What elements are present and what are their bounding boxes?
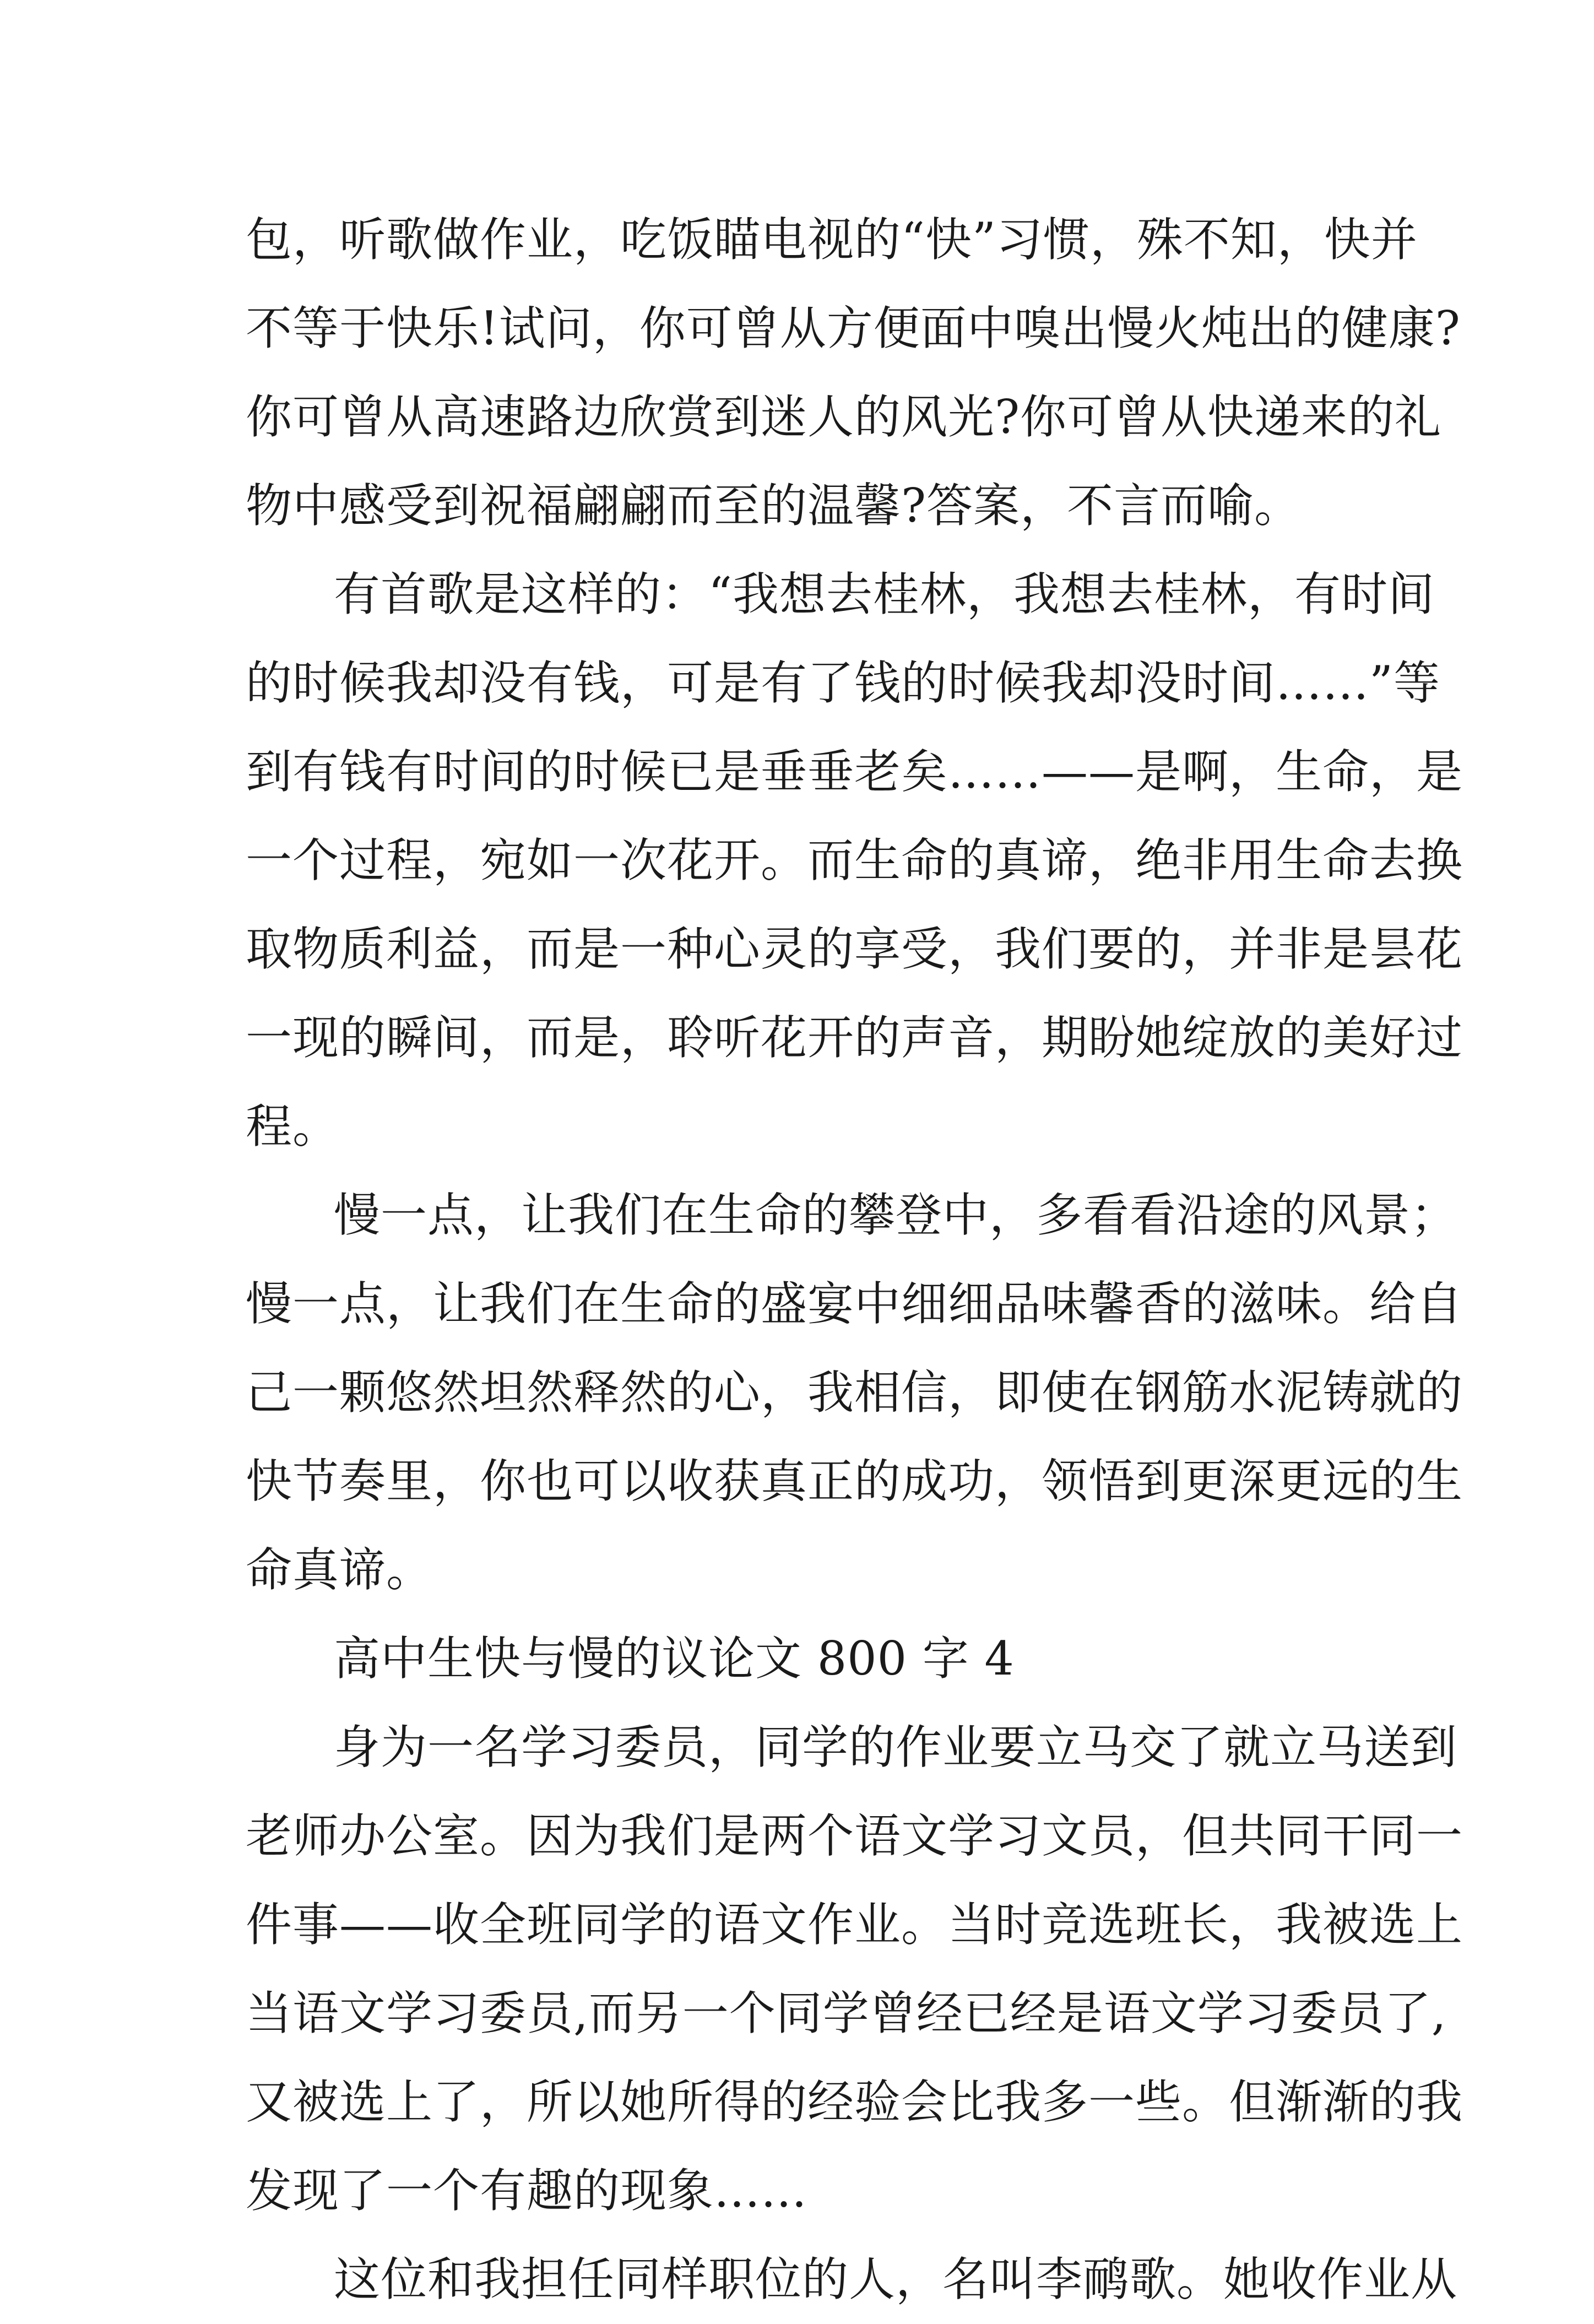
text-line: 你可曾从高速路边欣赏到迷人的风光?你可曾从快递来的礼 (246, 390, 1442, 444)
text-line: 一个过程，宛如一次花开。而生命的真谛，绝非用生命去换 (246, 833, 1463, 887)
text-line: 发现了一个有趣的现象…… (246, 2164, 808, 2218)
section-title (246, 1615, 1355, 1703)
text-line: 不等于快乐!试问，你可曾从方便面中嗅出慢火炖出的健康? (246, 301, 1461, 355)
text-line: 快节奏里，你也可以收获真正的成功，领悟到更深更远的生 (246, 1454, 1463, 1508)
text-line: 慢一点，让我们在生命的盛宴中细细品味馨香的滋味。给自 (246, 1277, 1463, 1331)
text-line: 又被选上了，所以她所得的经验会比我多一些。但渐渐的我 (246, 2075, 1463, 2129)
text-line: 有首歌是这样的：“我想去桂林，我想去桂林，有时间 (334, 567, 1435, 621)
text-line: 取物质利益，而是一种心灵的享受，我们要的，并非是昙花 (246, 922, 1463, 976)
text-line: 慢一点，让我们在生命的攀登中，多看看沿途的风景； (334, 1188, 1458, 1242)
text-line: 到有钱有时间的时候已是垂垂老矣……——是啊，生命，是 (246, 745, 1463, 799)
text-line: 的时候我却没有钱，可是有了钱的时候我却没时间……”等 (246, 656, 1440, 710)
text-line: 这位和我担任同样职位的人，名叫李鸸歌。她收作业从 (334, 2252, 1458, 2306)
text-line: 物中感受到祝福翩翩而至的温馨?答案，不言而喻。 (246, 479, 1302, 533)
text-line: 一现的瞬间，而是，聆听花开的声音，期盼她绽放的美好过 (246, 1011, 1463, 1065)
text-line: 命真谛。 (246, 1543, 433, 1597)
paragraph-1 (246, 196, 1461, 550)
section-title-text: 高中生快与慢的议论文 800 字 4 (334, 1632, 1015, 1686)
paragraph-2 (246, 550, 1463, 1171)
document-body (246, 196, 1463, 2324)
text-line: 程。 (246, 1099, 340, 1153)
text-line: 己一颗悠然坦然释然的心，我相信，即使在钢筋水泥铸就的 (246, 1366, 1463, 1420)
paragraph-5 (246, 2235, 1458, 2324)
paragraph-4 (246, 1703, 1463, 2235)
text-line: 身为一名学习委员，同学的作业要立马交了就立马送到 (334, 1720, 1458, 1774)
text-line: 当语文学习委员,而另一个同学曾经已经是语文学习委员了, (246, 1986, 1447, 2040)
text-line: 老师办公室。因为我们是两个语文学习文员，但共同干同一 (246, 1809, 1463, 1863)
paragraph-3 (246, 1171, 1463, 1615)
text-line: 件事——收全班同学的语文作业。当时竞选班长，我被选上 (246, 1898, 1463, 1952)
text-line: 包，听歌做作业，吃饭瞄电视的“快”习惯，殊不知，快并 (246, 213, 1418, 267)
